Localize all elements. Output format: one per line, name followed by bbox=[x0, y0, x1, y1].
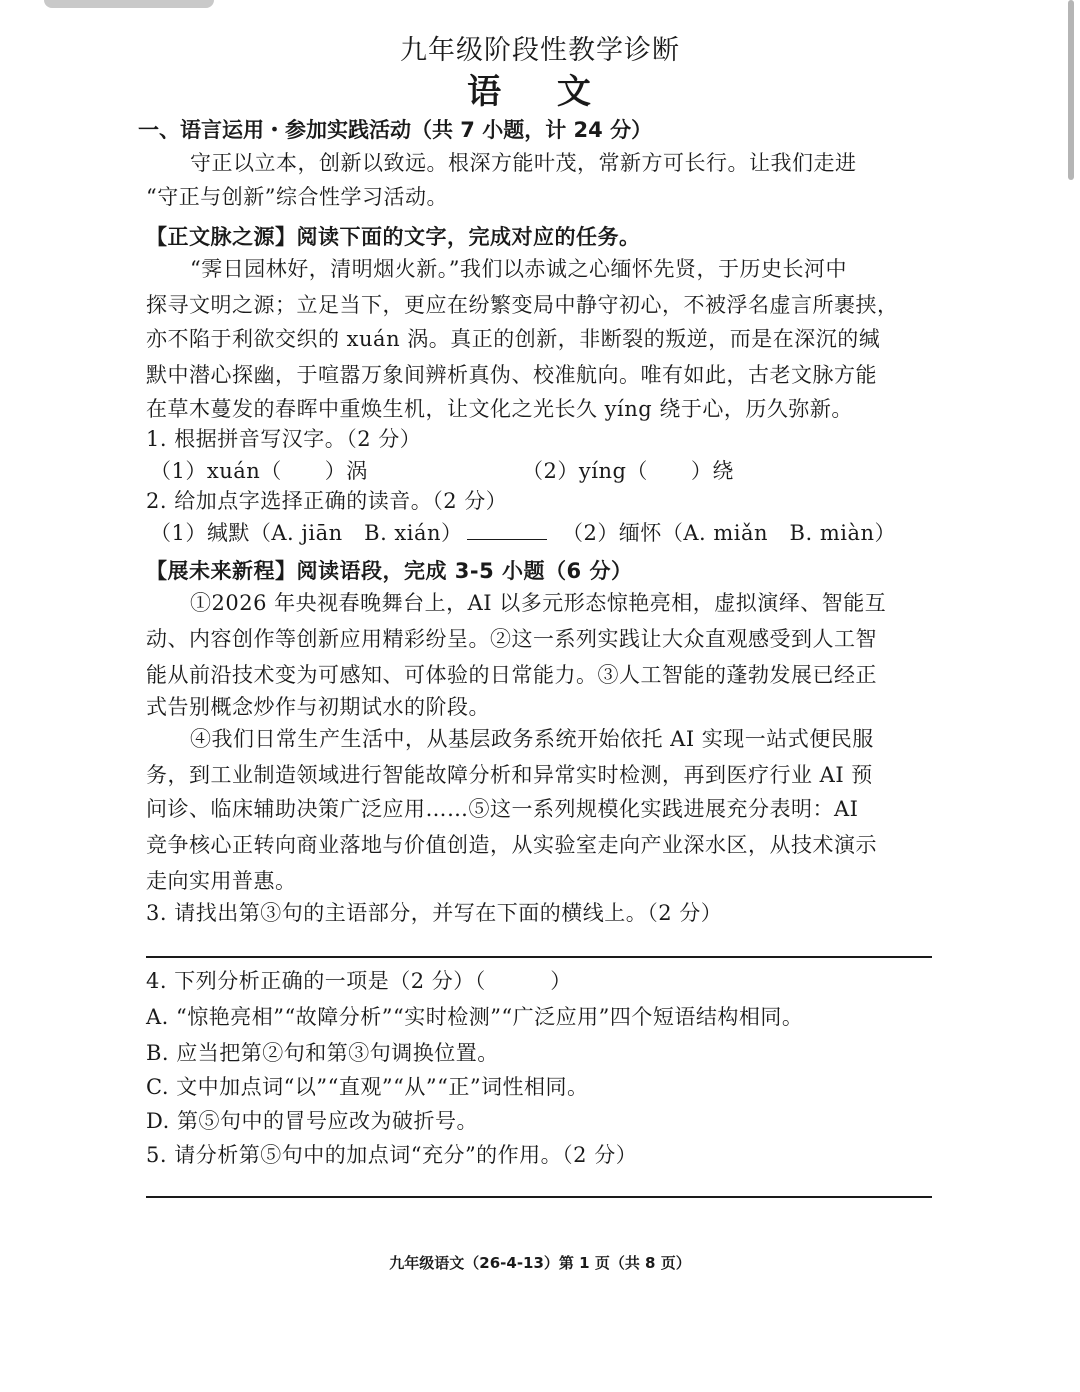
question-4: 4. 下列分析正确的一项是（2 分）（ ） bbox=[146, 969, 572, 993]
question-5: 5. 请分析第⑤句中的加点词“充分”的作用。（2 分） bbox=[146, 1143, 638, 1167]
answer-line[interactable] bbox=[146, 1196, 932, 1198]
passage-line: 亦不陷于利欲交织的 xuán 涡。真正的创新，非断裂的叛逆，而是在深沉的缄 bbox=[146, 327, 881, 351]
paragraph-line: ④我们日常生产生活中，从基层政务系统开始依托 AI 实现一站式便民服 bbox=[190, 727, 874, 751]
subject-title: 语 文 bbox=[467, 72, 613, 112]
question-1: 1. 根据拼音写汉字。（2 分） bbox=[146, 427, 422, 451]
q4-option-a: A. “惊艳亮相”“故障分析”“实时检测”“广泛应用”四个短语结构相同。 bbox=[146, 1005, 804, 1029]
paragraph-line: 动、内容创作等创新应用精彩纷呈。②这一系列实践让大众直观感受到人工智 bbox=[146, 627, 877, 651]
passage-line: 默中潜心探幽，于喧嚣万象间辨析真伪、校准航向。唯有如此，古老文脉方能 bbox=[146, 363, 877, 387]
paragraph-line: 问诊、临床辅助决策广泛应用……⑤这一系列规模化实践进展充分表明：AI bbox=[146, 797, 859, 821]
page-footer: 九年级语文（26-4-13）第 1 页（共 8 页） bbox=[389, 1254, 691, 1272]
answer-blank[interactable] bbox=[467, 521, 547, 540]
q2-item-a-text: （1）缄默（A. jiān B. xián） bbox=[150, 521, 463, 545]
section-title: 一、语言运用・参加实践活动（共 7 小题，计 24 分） bbox=[138, 118, 653, 142]
paragraph-line: 式告别概念炒作与初期试水的阶段。 bbox=[146, 695, 490, 719]
intro-line: “守正与创新”综合性学习活动。 bbox=[146, 185, 448, 209]
question-2: 2. 给加点字选择正确的读音。（2 分） bbox=[146, 489, 508, 513]
intro-line: 守正以立本，创新以致远。根深方能叶茂，常新方可长行。让我们走进 bbox=[190, 151, 857, 175]
q1-item-b: （2）yíng（ ）绕 bbox=[522, 459, 734, 483]
part-heading: 【展未来新程】阅读语段，完成 3-5 小题（6 分） bbox=[146, 559, 633, 583]
q4-option-d: D. 第⑤句中的冒号应改为破折号。 bbox=[146, 1109, 478, 1133]
paragraph-line: 竞争核心正转向商业落地与价值创造，从实验室走向产业深水区，从技术演示 bbox=[146, 833, 877, 857]
paragraph-line: 能从前沿技术变为可感知、可体验的日常能力。③人工智能的蓬勃发展已经正 bbox=[146, 663, 877, 687]
q4-option-c: C. 文中加点词“以”“直观”“从”“正”词性相同。 bbox=[146, 1075, 589, 1099]
passage-line: 在草木蔓发的春晖中重焕生机，让文化之光长久 yíng 绕于心，历久弥新。 bbox=[146, 397, 853, 421]
q2-item-a bbox=[150, 520, 551, 546]
passage-line: 探寻文明之源；立足当下，更应在纷繁变局中静守初心，不被浮名虚言所裹挟， bbox=[146, 293, 899, 317]
answer-line[interactable] bbox=[146, 956, 932, 958]
paragraph-line: 走向实用普惠。 bbox=[146, 869, 297, 893]
paragraph-line: ①2026 年央视春晚舞台上，AI 以多元形态惊艳亮相，虚拟演绎、智能互 bbox=[190, 591, 887, 615]
q2-item-b: （2）缅怀（A. miǎn B. miàn） bbox=[562, 521, 897, 545]
paragraph-line: 务，到工业制造领域进行智能故障分析和异常实时检测，再到医疗行业 AI 预 bbox=[146, 763, 873, 787]
question-3: 3. 请找出第③句的主语部分，并写在下面的横线上。（2 分） bbox=[146, 901, 723, 925]
q4-option-b: B. 应当把第②句和第③句调换位置。 bbox=[146, 1041, 499, 1065]
passage-line: “霁日园林好，清明烟火新。”我们以赤诚之心缅怀先贤，于历史长河中 bbox=[190, 257, 847, 281]
q1-item-a: （1）xuán（ ）涡 bbox=[150, 459, 368, 483]
exam-title: 九年级阶段性教学诊断 bbox=[400, 35, 680, 66]
part-heading: 【正文脉之源】阅读下面的文字，完成对应的任务。 bbox=[146, 225, 641, 249]
